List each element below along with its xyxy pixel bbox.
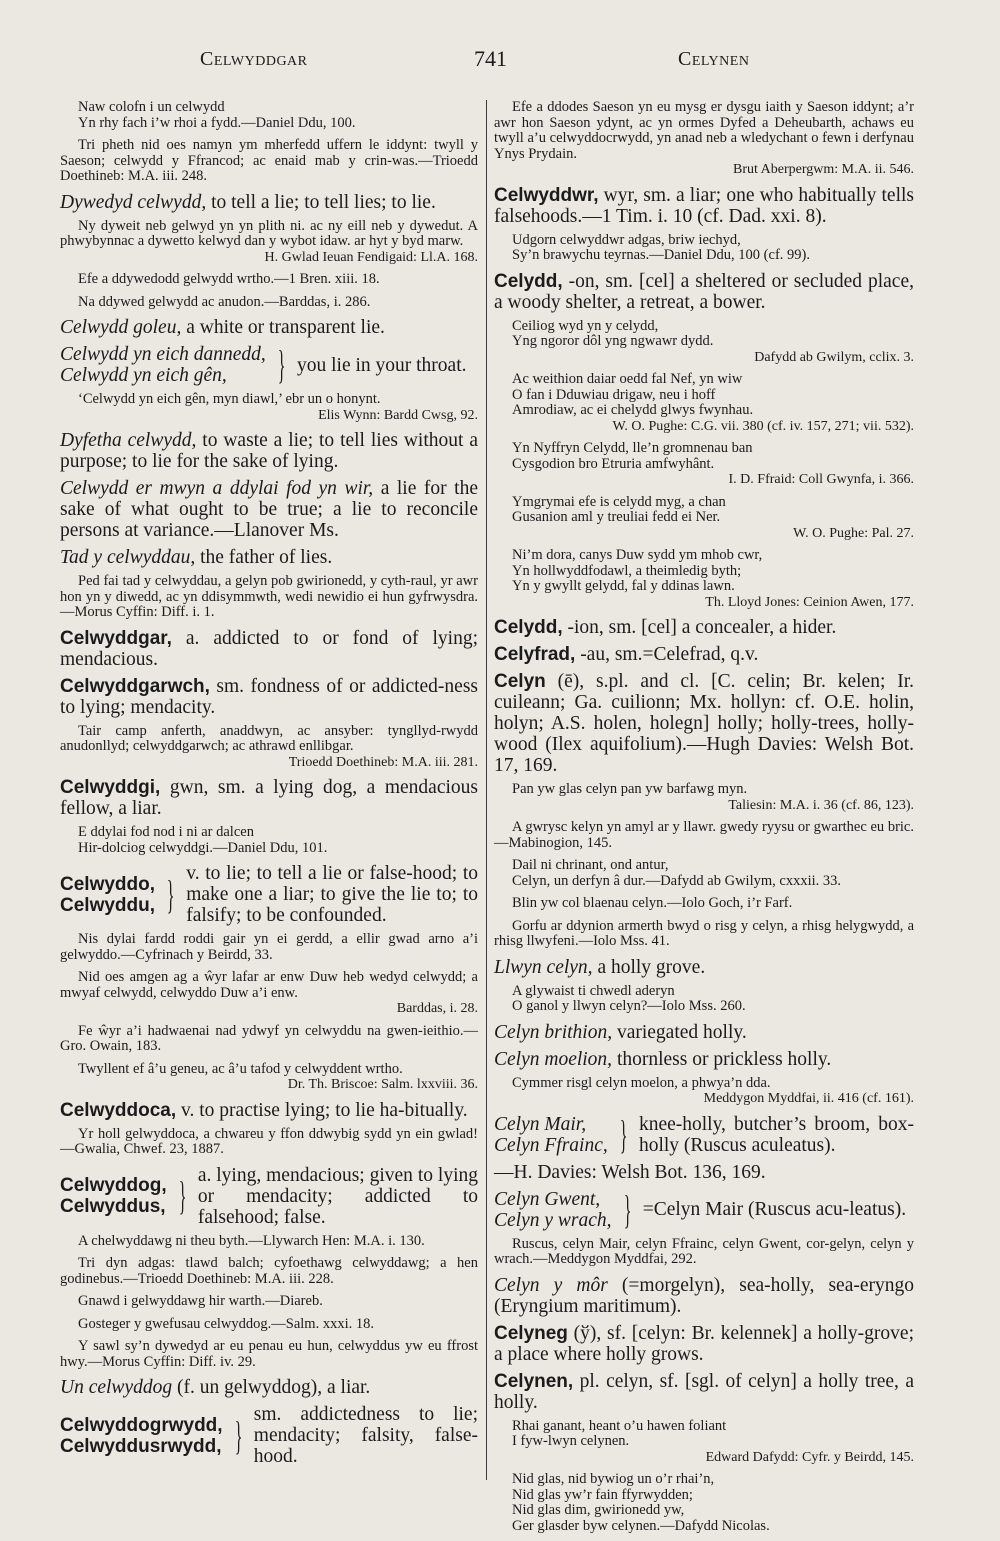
quote-line: Yn y gwyllt gelydd, fal y ddinas lawn. <box>512 578 735 594</box>
phrase-pair-entry <box>494 1111 914 1183</box>
definition: a. addicted to or fond of lying; mendacious. <box>60 627 478 670</box>
phrase: Celyn brithion, <box>494 1021 613 1043</box>
quotation <box>60 100 478 131</box>
headword-entry <box>494 617 914 638</box>
pair-terms <box>60 344 266 386</box>
headword: Celwyddgar, <box>60 627 172 649</box>
quotation <box>494 820 914 851</box>
definition: to waste a lie; to tell lies without a purpose; to lie for the sake of lying. <box>60 430 478 472</box>
definition: gwn, sm. a lying dog, a mendacious fellow, a liar. <box>60 777 478 819</box>
definition: variegated holly. <box>612 1021 747 1043</box>
quote-source: W. O. Pughe: C.G. vii. 380 (cf. iv. 157, 271; vii. 532). <box>612 418 914 434</box>
headword-entry <box>494 185 914 227</box>
definition: -on, sm. [cel] a sheltered or secluded place, a woody shelter, a retreat, a bower. <box>494 270 914 313</box>
phrase-pair-entry <box>494 1186 914 1232</box>
brace-glyph: } <box>277 342 286 387</box>
quotation <box>494 441 914 488</box>
pair-row <box>494 1186 914 1232</box>
definition: pl. celyn, sf. [sgl. of celyn] a holly tree, a holly. <box>494 1370 914 1413</box>
definition: -ion, sm. [cel] a concealer, a hider. <box>562 617 837 638</box>
phrase: Celyn y wrach, <box>494 1209 612 1231</box>
headword-pair-entry <box>60 863 478 926</box>
quotation <box>494 984 914 1015</box>
phrase: Dywedyd celwydd, <box>60 191 207 213</box>
quote-line: O ganol y llwyn celyn?—Iolo Mss. 260. <box>512 998 746 1014</box>
quote-line: Gusanion aml y treuliai fedd ei Ner. <box>512 509 721 525</box>
definition: a white or transparent lie. <box>181 317 385 338</box>
headword: Celyneg <box>494 1322 568 1344</box>
quote-line: I fyw-lwyn celynen. <box>512 1433 630 1449</box>
quotation <box>60 1234 478 1250</box>
definition: wyr, sm. a liar; one who habitually tells falsehoods.—1 Tim. i. 10 (cf. Dad. xxi. 8). <box>494 184 914 227</box>
quote-line: Dail ni chrinant, ond antur, <box>512 857 669 873</box>
quote-text: Ped fai tad y celwyddau, a gelyn pob gwirionedd, y cyth-raul, yr awr hon yn y diwedd, ac yn ddisymmwth, wedi newidio ei hun gyfrwysdra.—Morus Cyffin: Diff. i. 1. <box>60 573 478 620</box>
quotation <box>494 1472 914 1534</box>
quotation <box>494 858 914 889</box>
quote-text: ‘Celwydd yn eich gên, myn diawl,’ ebr un o honynt. <box>78 391 381 407</box>
phrase-entry <box>60 192 478 213</box>
quotation <box>60 724 478 771</box>
quote-source: I. D. Ffraid: Coll Gwynfa, i. 366. <box>728 472 914 487</box>
pair-terms <box>60 874 155 916</box>
header-right-word: Celynen <box>678 48 750 70</box>
definition: (=morgelyn), sea-holly, sea-eryngo (Eryngium maritimum). <box>494 1274 915 1317</box>
quote-text: Yr holl gelwyddoca, a chwareu y ffon ddwybig sydd yn ein gwlad!—Gwalia, Chwef. 23, 1887. <box>60 1125 478 1157</box>
definition: (ē), s.pl. and cl. [C. celin; Br. kelen; Ir. cuileann; Ga. cuilionn; Mx. hollyn: cf. O.E. holin, holyn; A.S. holen, holegn] holly; holly-trees, holly-wood (Ilex aquifolium).—Hugh Davies: Welsh Bot. 17, 169. <box>494 671 914 776</box>
quote-source: Th. Lloyd Jones: Ceinion Awen, 177. <box>705 594 914 610</box>
quote-text: Nis dylai fardd roddi gair yn ei gerdd, a ellir gwad arno a’i gelwyddo.—Cyfrinach y Beirdd, 33. <box>60 931 478 963</box>
brace-glyph: } <box>166 871 175 917</box>
quote-source: Dr. Th. Briscoe: Salm. lxxviii. 36. <box>287 1077 478 1092</box>
phrase-entry <box>60 430 478 472</box>
headword-entry <box>60 777 478 819</box>
quote-line: Nid glas dim, gwirionedd yw, <box>512 1502 685 1518</box>
quotation <box>494 1237 914 1268</box>
quote-line: Ger glasder byw celynen.—Dafydd Nicolas. <box>512 1517 770 1534</box>
headword: Celwyddwr, <box>494 184 599 206</box>
definition: a. lying, mendacious; given to lying or mendacity; addicted to falsehood; false. <box>197 1164 478 1228</box>
header-left-word: Celwyddgar <box>200 48 308 70</box>
quote-line: Ac weithion daiar oedd fal Nef, yn wiw <box>512 371 743 387</box>
quote-line: Ni’m dora, canys Duw sydd ym mhob cwr, <box>512 547 763 563</box>
quotation <box>60 295 478 311</box>
quote-text: Na ddywed gelwydd ac anudon.—Barddas, i. 286. <box>78 293 371 310</box>
page-number: 741 <box>474 46 507 71</box>
headword-entry <box>60 1100 478 1121</box>
quote-source: Trioedd Doethineb: M.A. iii. 281. <box>288 754 478 770</box>
quotation <box>60 138 478 185</box>
quote-text: Efe a ddodes Saeson yn eu mysg er dysgu iaith y Saeson iddynt; a’r awr hon Saeson ydynt, ac yn ormes Dyfed a Deheubarth, achaws eu twyll a’u celwyddocrwydd, yn anad neb a wledychant o fewn i derfynau Ynys Prydain. <box>494 99 914 162</box>
quote-line: A glywaist ti chwedl aderyn <box>512 982 675 999</box>
headword-entry <box>494 644 914 665</box>
quote-line: Rhai ganant, heant o’u hawen foliant <box>512 1417 727 1434</box>
headword-entry <box>60 676 478 718</box>
quote-line: Ymgrymai efe is celydd myg, a chan <box>512 493 726 510</box>
quote-line: Naw colofn i un celwydd <box>78 99 225 115</box>
definition: (f. un gelwyddog), a liar. <box>172 1377 371 1398</box>
quote-line: Ceiliog wyd yn y celydd, <box>512 317 659 334</box>
quote-line: Yn rhy fach i’w rhoi a fydd.—Daniel Ddu, 100. <box>78 114 356 131</box>
quote-text: Pan yw glas celyn pan yw barfawg myn. <box>512 781 748 797</box>
quotation <box>494 1419 914 1466</box>
phrase: Celyn Mair, <box>494 1113 587 1135</box>
definition: thornless or prickless holly. <box>612 1048 832 1070</box>
quote-line: Yn Nyffryn Celydd, lle’n gromnenau ban <box>512 440 753 456</box>
phrase-pair-entry <box>60 344 478 386</box>
quotation <box>494 495 914 542</box>
quote-text: Efe a ddywedodd gelwydd wrtho.—1 Bren. xiii. 18. <box>78 271 380 287</box>
headword-entry <box>494 671 914 776</box>
quotation <box>60 574 478 621</box>
running-header <box>0 48 1000 84</box>
headword: Celydd, <box>494 270 563 292</box>
quotation <box>494 548 914 610</box>
quote-source: Taliesin: M.A. i. 36 (cf. 86, 123). <box>728 797 914 813</box>
phrase: Llwyn celyn, <box>494 956 593 978</box>
headword: Celwyddoca, <box>60 1099 177 1121</box>
quote-text: Tri dyn adgas: tlawd balch; cyfoethawg celwyddawg; a hen godinebus.—Trioedd Doethineb: M.A. iii. 228. <box>60 1255 478 1287</box>
headword: Celwyddus, <box>60 1196 166 1217</box>
definition: the father of lies. <box>195 547 333 568</box>
quote-text: Nid oes amgen ag a ŵyr lafar ar enw Duw heb wedyd celwydd; a mwyaf celwydd, celwyddo Duw a’i enw. <box>60 969 478 1001</box>
phrase-entry <box>494 1049 914 1070</box>
headword-entry <box>494 1323 914 1365</box>
quote-line: Amrodiaw, ac ei chelydd glwys fwynhau. <box>512 402 754 418</box>
phrase-entry <box>494 1275 914 1317</box>
phrase: Celyn moelion, <box>494 1048 613 1070</box>
pair-terms <box>494 1114 608 1156</box>
definition: to tell a lie; to tell lies; to lie. <box>206 191 436 213</box>
brace-glyph: } <box>623 1186 631 1232</box>
quote-line: Hir-dolciog celwyddgi.—Daniel Ddu, 101. <box>78 839 328 856</box>
quote-text: Blin yw col blaenau celyn.—Iolo Goch, i’r Farf. <box>512 895 793 911</box>
quotation <box>60 1317 478 1333</box>
headword-pair-entry <box>60 1404 478 1467</box>
headword: Celyn <box>494 671 546 692</box>
headword: Celwyddu, <box>60 894 156 916</box>
quotation <box>494 919 914 950</box>
quote-text: Y sawl sy’n dywedyd ar eu penau eu hun, celwyddus yw eu ffrost hwy.—Morus Cyffin: Diff. iv. 29. <box>60 1338 478 1370</box>
quote-text: Ruscus, celyn Mair, celyn Ffrainc, celyn Gwent, cor-gelyn, celyn y wrach.—Meddygon Myddfai, 292. <box>494 1235 914 1267</box>
quote-text: Gosteger y gwefusau celwyddog.—Salm. xxxi. 18. <box>78 1315 374 1332</box>
quote-text: Gorfu ar ddynion armerth bwyd o risg y celyn, a rhisg helygwydd, a rhisg llwyfeni.—Iolo Mss. 41. <box>494 917 914 949</box>
quote-text: A chelwyddawg ni theu byth.—Llywarch Hen: M.A. i. 130. <box>78 1232 425 1249</box>
quote-line: Yn hollwyddfodawl, a theimledig byth; <box>512 562 742 579</box>
definition: (ў), sf. [celyn: Br. kelennek] a holly-grove; a place where holly grows. <box>494 1322 914 1365</box>
quote-line: E ddylai fod nod i ni ar dalcen <box>78 824 254 840</box>
phrase: Celwydd goleu, <box>60 317 182 338</box>
headword: Celwyddo, <box>60 873 156 895</box>
phrase-entry <box>494 1022 914 1043</box>
quote-line: O fan i Dduwiau drigaw, neu i hoff <box>512 386 716 403</box>
pair-row <box>60 344 478 386</box>
headword-pair-entry <box>60 1165 478 1228</box>
brace-glyph: } <box>178 1173 187 1218</box>
phrase-entry <box>494 957 914 978</box>
definition: sm. addictedness to lie; mendacity; falsity, false-hood. <box>253 1404 478 1467</box>
quote-line: Yng ngoror dôl yng ngwawr dydd. <box>512 333 714 349</box>
quotation <box>494 896 914 912</box>
headword-entry <box>494 271 914 313</box>
headword: Celwyddgarwch, <box>60 675 210 697</box>
quote-line: Celyn, un derfyn â dur.—Dafydd ab Gwilym, cxxxii. 33. <box>512 872 842 889</box>
quotation <box>60 970 478 1017</box>
phrase: Celwydd yn eich gên, <box>60 365 227 386</box>
quote-source: H. Gwlad Ieuan Fendigaid: Ll.A. 168. <box>264 249 478 265</box>
quotation <box>60 1024 478 1055</box>
quote-source: Barddas, i. 28. <box>396 1001 478 1016</box>
phrase-entry <box>60 547 478 568</box>
phrase: Celyn Ffrainc, <box>494 1134 608 1156</box>
pair-terms <box>60 1415 223 1457</box>
quotation <box>60 932 478 963</box>
headword-entry <box>494 1371 914 1413</box>
quotation <box>60 1062 478 1093</box>
phrase: Celyn y môr <box>494 1274 608 1296</box>
definition: v. to lie; to tell a lie or false-hood; to make one a liar; to give the lie to; to falsify; to be confounded. <box>186 863 478 926</box>
definition: sm. fondness of or addicted-ness to lying; mendacity. <box>60 675 478 718</box>
pair-row <box>60 863 478 926</box>
column-divider <box>486 100 487 1480</box>
quotation <box>494 319 914 366</box>
quote-source: Meddygon Myddfai, ii. 416 (cf. 161). <box>703 1091 914 1106</box>
definition: knee-holly, butcher’s broom, box-holly (Ruscus aculeatus). <box>638 1113 914 1156</box>
definition: -au, sm.=Celefrad, q.v. <box>575 644 759 665</box>
definition: a holly grove. <box>592 956 706 978</box>
left-column <box>60 100 478 1473</box>
headword: Celwyddog, <box>60 1175 167 1196</box>
quotation <box>60 825 478 856</box>
quote-source: Brut Aberpergwm: M.A. ii. 546. <box>733 162 914 177</box>
pair-terms <box>60 1175 167 1217</box>
phrase: Tad y celwyddau, <box>60 547 196 568</box>
brace-glyph: } <box>619 1111 628 1157</box>
definition: a lie for the sake of what ought to be true; a lie to reconcile persons at variance.—Llanover Ms. <box>60 478 478 541</box>
quotation <box>494 233 914 264</box>
definition: you lie in your throat. <box>296 354 467 376</box>
definition: v. to practise lying; to lie ha-bitually. <box>176 1099 468 1121</box>
quote-source: Dafydd ab Gwilym, cclix. 3. <box>754 349 914 365</box>
headword: Celwyddusrwydd, <box>60 1435 222 1457</box>
quote-line: Nid glas yw’r fain ffyrwydden; <box>512 1486 693 1503</box>
quotation <box>60 392 478 423</box>
right-column <box>494 100 914 1541</box>
pair-row <box>494 1111 914 1157</box>
pair-terms <box>494 1189 612 1231</box>
quote-line: Sy’n brawychu teyrnas.—Daniel Ddu, 100 (cf. 99). <box>512 247 810 263</box>
headword: Celydd, <box>494 617 563 638</box>
quotation <box>494 100 914 178</box>
quote-text: Tair camp anferth, anaddwyn, ac ansyber: tyngllyd-rwydd anudonllyd; celwyddgarwch; ac athrawd enllibgar. <box>60 722 478 754</box>
phrase-entry <box>60 317 478 338</box>
quotation <box>60 1256 478 1287</box>
phrase: Dyfetha celwydd, <box>60 430 197 451</box>
quotation <box>494 372 914 434</box>
headword: Celynen, <box>494 1370 574 1392</box>
quotation <box>494 1076 914 1107</box>
phrase-entry <box>60 478 478 541</box>
pair-row <box>60 1404 478 1467</box>
phrase: Celwydd er mwyn a ddylai fod yn wir, <box>60 478 374 499</box>
phrase-entry <box>60 1377 478 1398</box>
quote-text: Tri pheth nid oes namyn ym mherfedd uffern le iddynt: twyll y Saeson; celwydd y Ffrancod; ac enaid mab y crin-was.—Trioedd Doethineb: M.A. iii. 248. <box>60 137 478 184</box>
quote-source: Elis Wynn: Bardd Cwsg, 92. <box>318 407 478 423</box>
headword: Celwyddogrwydd, <box>60 1414 223 1436</box>
quote-text: Cymmer risgl celyn moelon, a phwya’n dda. <box>512 1074 771 1091</box>
quotation <box>60 1127 478 1158</box>
quote-source: Edward Dafydd: Cyfr. y Beirdd, 145. <box>705 1449 914 1465</box>
quotation <box>60 272 478 288</box>
quotation <box>494 782 914 813</box>
definition-tail: —H. Davies: Welsh Bot. 136, 169. <box>494 1161 766 1183</box>
quote-text: Gnawd i gelwyddawg hir warth.—Diareb. <box>78 1293 323 1309</box>
quotation <box>60 1339 478 1370</box>
quote-text: Twyllent ef â’u geneu, ac â’u tafod y celwyddent wrtho. <box>78 1060 403 1077</box>
quote-text: A gwrysc kelyn yn amyl ar y llawr. gwedy ryysu or gwarthec eu bric.—Mabinogion, 145. <box>494 819 914 851</box>
phrase: Celyn Gwent, <box>494 1188 601 1210</box>
quote-line: Nid glas, nid bywiog un o’r rhai’n, <box>512 1471 715 1487</box>
quotation <box>60 219 478 266</box>
quote-text: Ny dyweit neb gelwyd yn yn plith ni. ac ny eill neb y dywedut. A phwybynnac a dywetto kelwyd dan y wybot idaw. ar hyt y byd marw. <box>60 217 478 249</box>
headword: Celwyddgi, <box>60 777 161 798</box>
headword: Celyfrad, <box>494 644 576 665</box>
headword-entry <box>60 628 478 670</box>
quote-text: Fe ŵyr a’i hadwaenai nad ydwyf yn celwyddu na gwen-ieithio.—Gro. Owain, 183. <box>60 1022 478 1054</box>
phrase: Un celwyddog <box>60 1377 173 1398</box>
phrase: Celwydd yn eich dannedd, <box>60 344 266 365</box>
quote-source: W. O. Pughe: Pal. 27. <box>793 525 914 541</box>
pair-row <box>60 1165 478 1228</box>
quote-line: Udgorn celwyddwr adgas, briw iechyd, <box>512 231 741 248</box>
brace-glyph: } <box>234 1412 243 1458</box>
definition: =Celyn Mair (Ruscus acu-leatus). <box>642 1199 907 1220</box>
quotation <box>60 1294 478 1310</box>
quote-line: Cysgodion bro Etruria amfwyhânt. <box>512 455 715 472</box>
